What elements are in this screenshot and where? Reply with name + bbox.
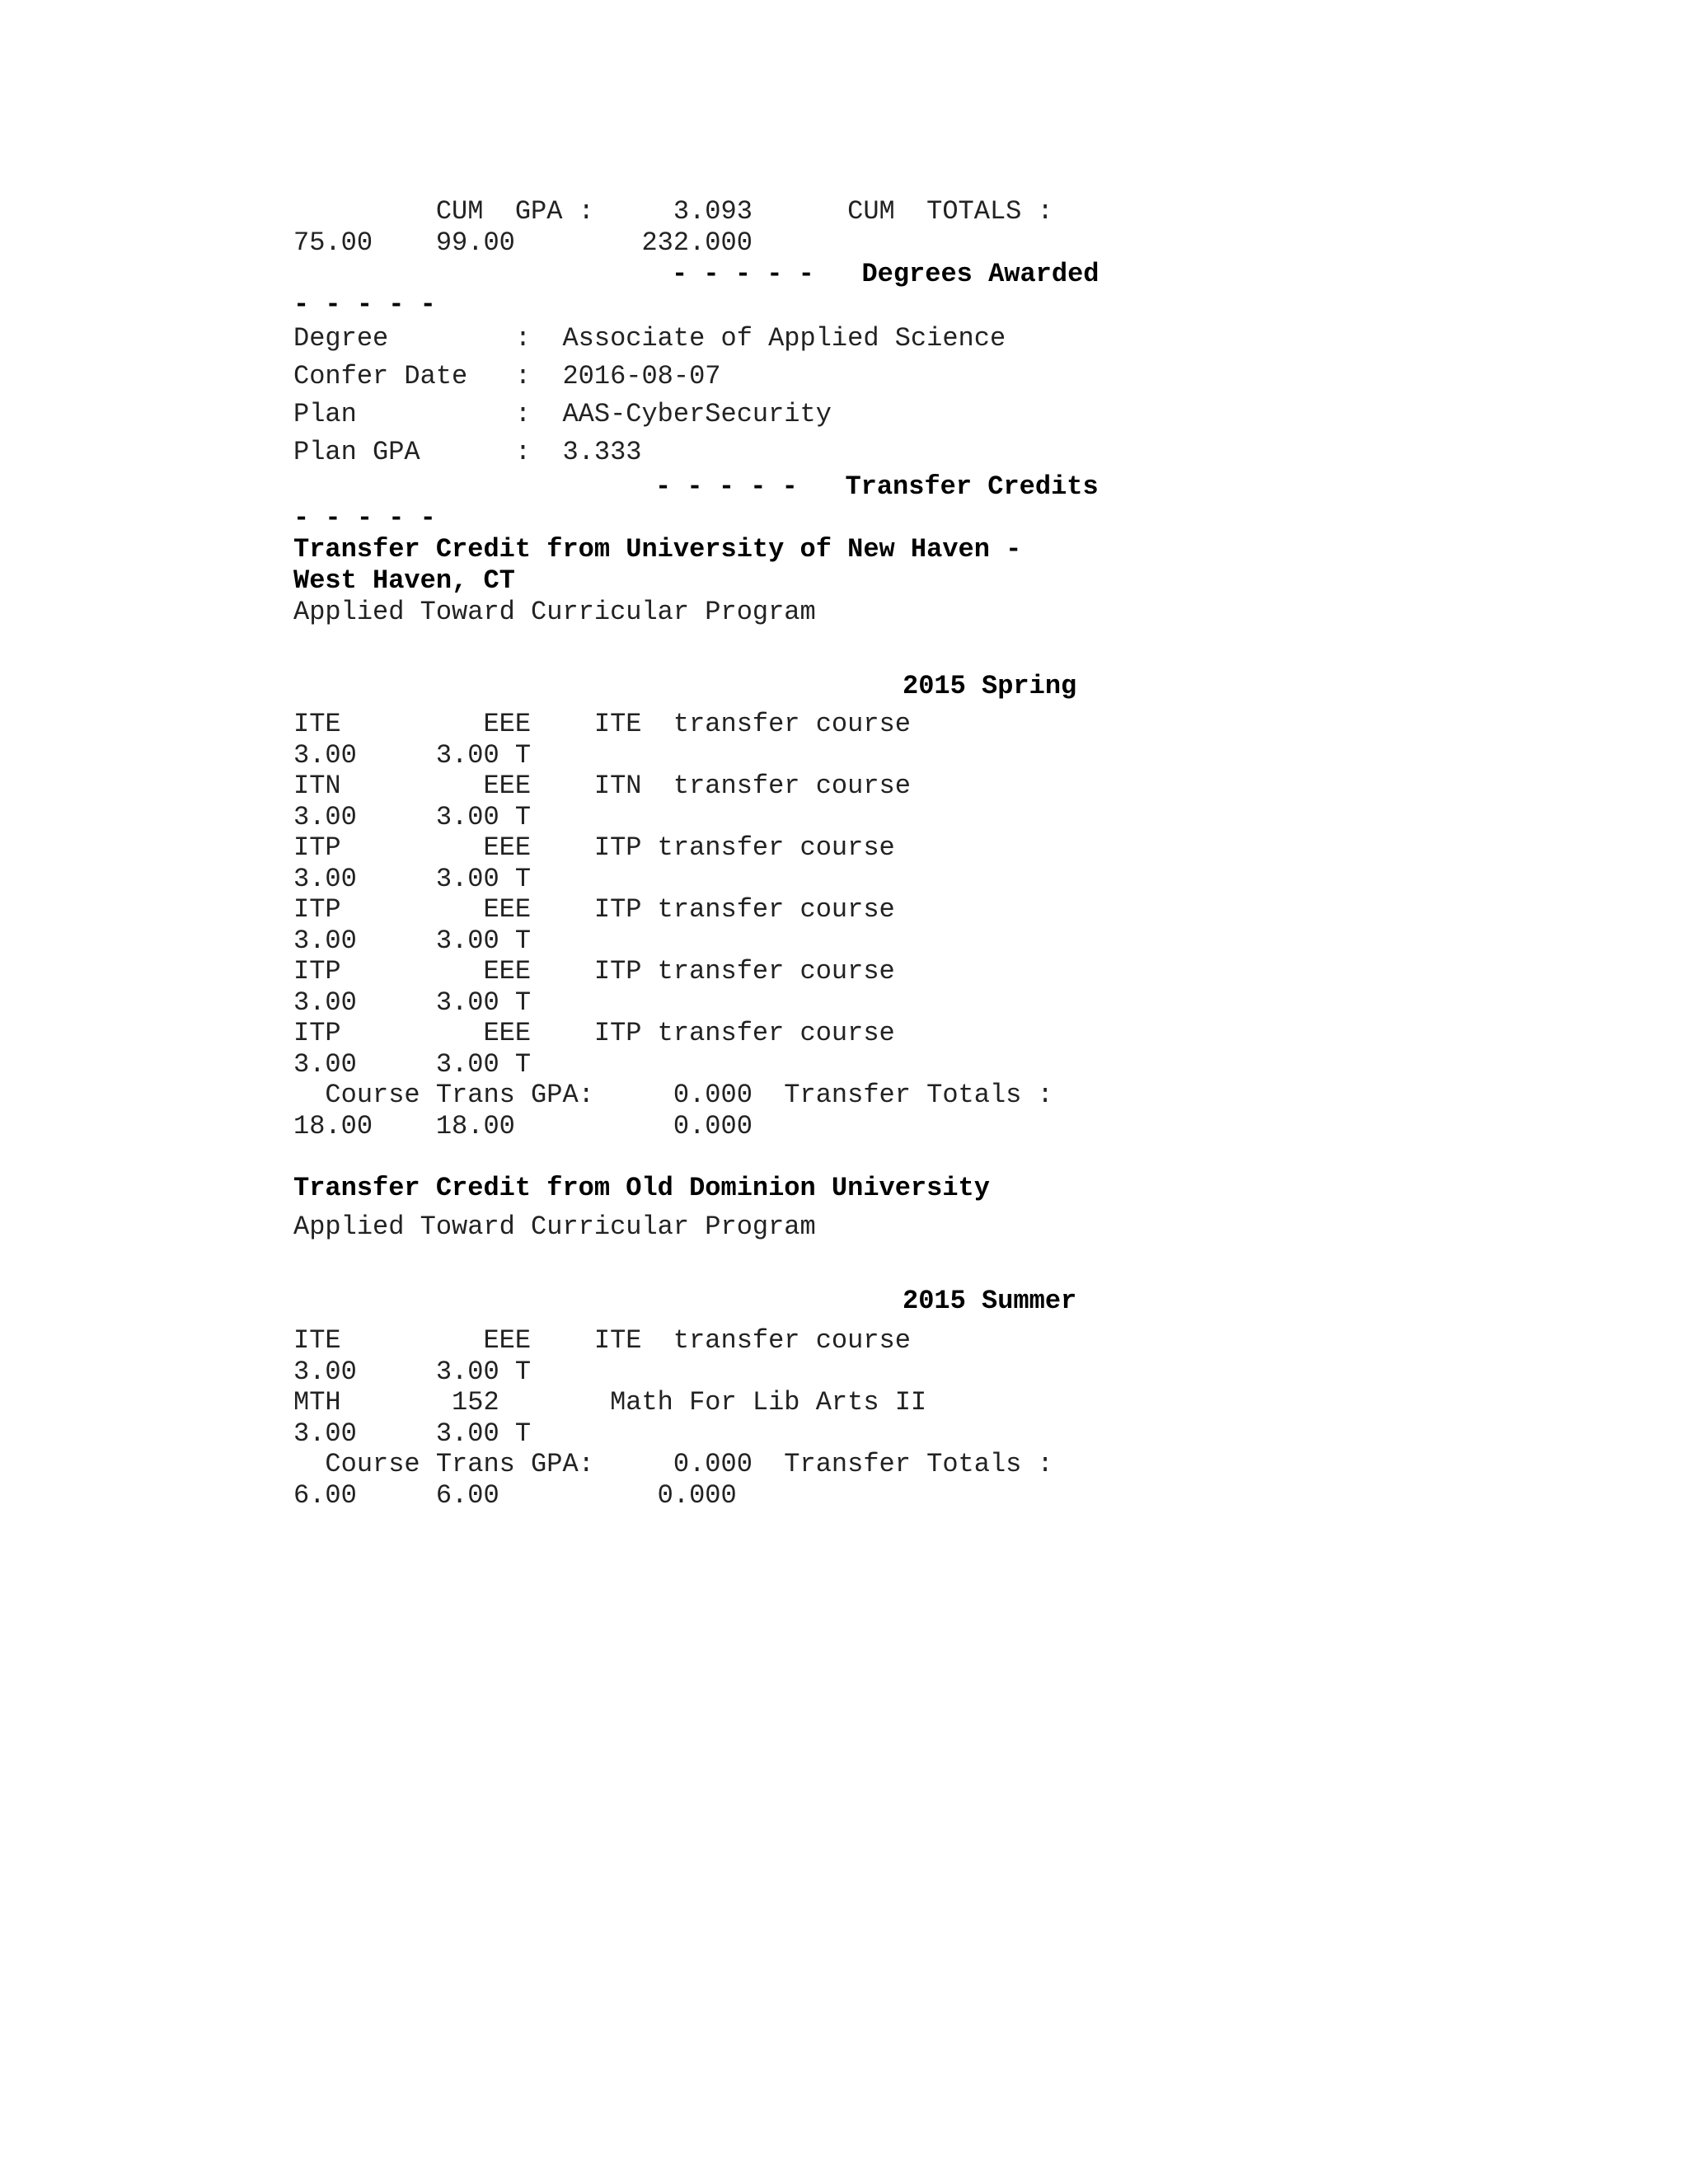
course-credits: 3.00 3.00 T <box>293 864 532 894</box>
course-credits: 3.00 3.00 T <box>293 987 532 1018</box>
term-heading: 2015 Spring <box>903 671 1077 701</box>
course-row: ITN EEE ITN transfer course <box>293 771 911 801</box>
course-row: ITP EEE ITP transfer course <box>293 894 895 925</box>
transfer-totals-values: 18.00 18.00 0.000 <box>293 1111 753 1141</box>
degrees-awarded-heading-tail: - - - - - <box>293 289 436 320</box>
cum-totals-values: 75.00 99.00 232.000 <box>293 227 753 258</box>
course-row: ITE EEE ITE transfer course <box>293 709 911 739</box>
applied-toward-text: Applied Toward Curricular Program <box>293 597 816 627</box>
course-row: ITE EEE ITE transfer course <box>293 1325 911 1356</box>
transfer-source-title: Transfer Credit from Old Dominion University <box>293 1173 990 1203</box>
course-credits: 3.00 3.00 T <box>293 802 532 832</box>
applied-toward-text: Applied Toward Curricular Program <box>293 1212 816 1242</box>
transfer-totals-line: Course Trans GPA: 0.000 Transfer Totals : <box>293 1080 1053 1110</box>
transfer-totals-values: 6.00 6.00 0.000 <box>293 1480 737 1511</box>
course-credits: 3.00 3.00 T <box>293 926 532 956</box>
transfer-credits-heading: - - - - - Transfer Credits <box>655 471 1099 502</box>
term-heading: 2015 Summer <box>903 1286 1077 1316</box>
course-credits: 3.00 3.00 T <box>293 1357 532 1387</box>
course-credits: 3.00 3.00 T <box>293 1049 532 1080</box>
course-credits: 3.00 3.00 T <box>293 1418 532 1449</box>
plan-row: Plan : AAS-CyberSecurity <box>293 399 832 429</box>
course-row: ITP EEE ITP transfer course <box>293 832 895 863</box>
transfer-totals-line: Course Trans GPA: 0.000 Transfer Totals : <box>293 1449 1053 1479</box>
course-row: MTH 152 Math For Lib Arts II <box>293 1387 927 1418</box>
course-credits: 3.00 3.00 T <box>293 740 532 771</box>
cum-gpa-line: CUM GPA : 3.093 CUM TOTALS : <box>293 196 1053 227</box>
transfer-source-title: Transfer Credit from University of New Haven - <box>293 534 1022 565</box>
transfer-source-title-cont: West Haven, CT <box>293 565 515 596</box>
transfer-credits-heading-tail: - - - - - <box>293 503 436 533</box>
degrees-awarded-heading: - - - - - Degrees Awarded <box>672 259 1100 289</box>
course-row: ITP EEE ITP transfer course <box>293 956 895 987</box>
degree-row: Degree : Associate of Applied Science <box>293 323 1006 354</box>
course-row: ITP EEE ITP transfer course <box>293 1018 895 1048</box>
plan-gpa-row: Plan GPA : 3.333 <box>293 437 642 467</box>
confer-date-row: Confer Date : 2016-08-07 <box>293 361 721 391</box>
